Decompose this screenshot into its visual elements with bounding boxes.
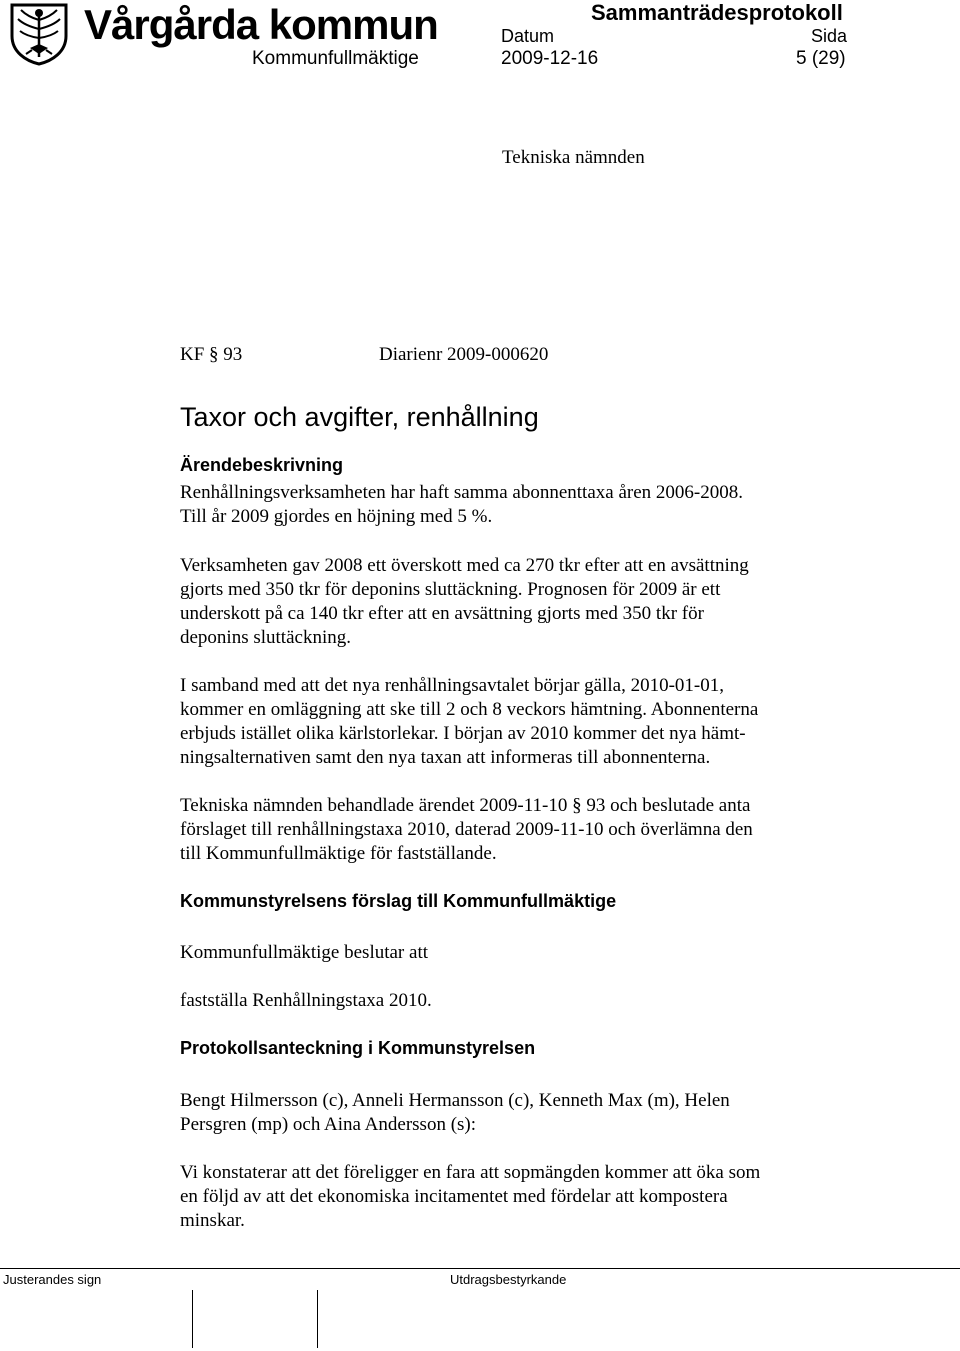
text-line: Tekniska nämnden behandlade ärendet 2009-11-10 § 93 och beslutade anta <box>180 795 751 816</box>
text-line: Till år 2009 gjordes en höjning med 5 %. <box>180 506 493 527</box>
text-line: Renhållningsverksamheten har haft samma abonnenttaxa åren 2006-2008. <box>180 482 743 503</box>
text-line: Persgren (mp) och Aina Andersson (s): <box>180 1114 477 1135</box>
text-line: till Kommunfullmäktige för fastställande. <box>180 843 497 864</box>
assembly-name: Kommunfullmäktige <box>252 48 419 69</box>
text-line: ningsalternativen samt den nya taxan att informeras till abonnenterna. <box>180 747 711 768</box>
paragraph-beslutar: Kommunfullmäktige beslutar att <box>180 942 429 963</box>
section-heading-protokollsanteckning: Protokollsanteckning i Kommunstyrelsen <box>180 1038 536 1058</box>
diarie-number: Diarienr 2009-000620 <box>379 344 549 365</box>
text-line: kommer en omläggning att ske till 2 och 8 veckors hämtning. Abonnenterna <box>180 699 759 720</box>
paragraph-signatories <box>180 1089 840 1137</box>
utdragsbestyrkande-label: Utdragsbestyrkande <box>450 1272 567 1287</box>
justerandes-sign-label: Justerandes sign <box>3 1272 102 1287</box>
page-number: 5 (29) <box>796 48 846 69</box>
text-line: underskott på ca 140 tkr efter att en avsättning gjorts med 350 tkr för <box>180 603 704 624</box>
text-line: deponins sluttäckning. <box>180 627 351 648</box>
paragraph-abonnenttaxa <box>180 481 840 529</box>
document-type: Sammanträdesprotokoll <box>591 0 843 25</box>
text-line: gjorts med 350 tkr för deponins sluttäckning. Prognosen för 2009 är ett <box>180 579 721 600</box>
text-line: erbjuds istället olika kärlstorlekar. I början av 2010 kommer det nya hämt- <box>180 723 746 744</box>
date-value: 2009-12-16 <box>501 48 599 69</box>
text-line: Verksamheten gav 2008 ett överskott med ca 270 tkr efter att en avsättning <box>180 555 749 576</box>
signature-box-divider <box>317 1290 318 1348</box>
text-line: I samband med att det nya renhållningsavtalet börjar gälla, 2010-01-01, <box>180 675 724 696</box>
footer-divider <box>0 1268 960 1269</box>
kf-paragraph-ref: KF § 93 <box>180 344 243 365</box>
date-label: Datum <box>501 26 555 46</box>
coat-of-arms-logo <box>8 2 70 66</box>
paragraph-overskott <box>180 554 840 650</box>
section-heading-ks-forslag: Kommunstyrelsens förslag till Kommunfullmäktige <box>180 891 617 911</box>
page-label: Sida <box>811 26 848 46</box>
text-line: en följd av att det ekonomiska incitamentet med fördelar att kompostera <box>180 1186 728 1207</box>
paragraph-tekniska-namnden <box>180 794 840 866</box>
coat-of-arms-icon <box>8 2 70 66</box>
text-line: Vi konstaterar att det föreligger en fara att sopmängden kommer att öka som <box>180 1162 761 1183</box>
municipality-name: Vårgårda kommun <box>84 1 438 48</box>
section-heading-arendebeskrivning: Ärendebeskrivning <box>180 455 344 475</box>
signature-box-divider <box>192 1290 193 1348</box>
department-name: Tekniska nämnden <box>502 147 645 168</box>
paragraph-konstaterar <box>180 1161 840 1233</box>
text-line: Bengt Hilmersson (c), Anneli Hermansson (c), Kenneth Max (m), Helen <box>180 1090 730 1111</box>
page-title: Taxor och avgifter, renhållning <box>180 402 539 432</box>
paragraph-faststalla: fastställa Renhållningstaxa 2010. <box>180 990 432 1011</box>
text-line: förslaget till renhållningstaxa 2010, daterad 2009-11-10 och överlämna den <box>180 819 753 840</box>
paragraph-renhallningsavtal <box>180 674 840 770</box>
text-line: minskar. <box>180 1210 245 1231</box>
